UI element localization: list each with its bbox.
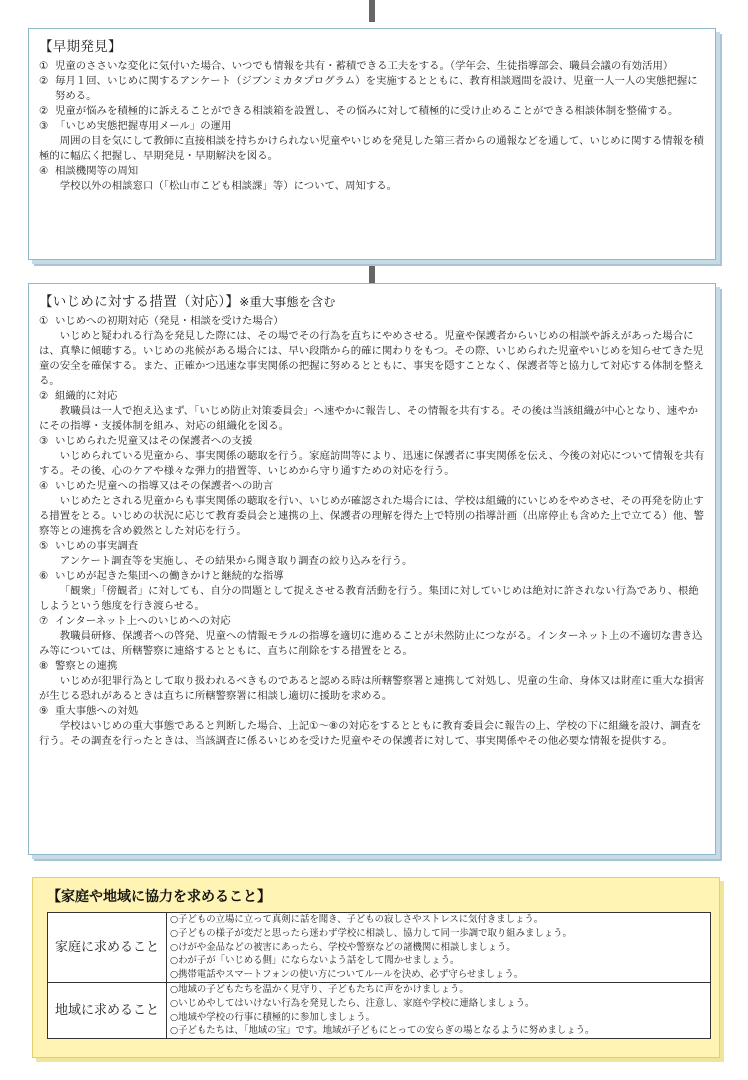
item-number: ② <box>39 105 49 117</box>
measures-title-row <box>39 290 705 310</box>
item-heading: いじめへの初期対応（発見・相談を受けた場合） <box>55 315 284 327</box>
item-number: ⑧ <box>39 660 49 672</box>
item-heading: 「いじめ実態把握専用メール」の運用 <box>55 120 232 132</box>
list-item: ○子どもの様子が変だと思ったら迷わず学校に相談し、協力して同一歩調で取り組みましょう。 <box>170 927 572 939</box>
item-heading: 児童が悩みを積極的に訴えることができる相談箱を設置し、その悩みに対して積極的に受け止めることができる相談体制を整備する。 <box>55 105 679 117</box>
item-body: いじめが犯罪行為として取り扱われるべきものであると認める時は所轄警察署と連携して対処し、児童の生命、身体又は財産に重大な損害が生じる恐れがあるときは直ちに所轄警察署に相談し適切に援助を求める。 <box>39 675 705 702</box>
item-body: アンケート調査等を実施し、その結果から聞き取り調査の絞り込みを行う。 <box>59 555 413 567</box>
list-item: ○携帯電話やスマートフォンの使い方についてルールを決め、必ず守らせましょう。 <box>170 969 524 981</box>
measure-item <box>39 479 705 539</box>
list-item: ○地域や学校の行事に積極的に参加しましょう。 <box>170 1011 376 1023</box>
item-number: ③ <box>39 120 49 132</box>
item-body: 教職員は一人で抱え込まず、「いじめ防止対策委員会」へ速やかに報告し、その情報を共有する。その後は当該組織が中心となり、速やかにその指導・支援体制を組み、対応の組織化を図る。 <box>39 405 698 432</box>
item-heading: 重大事態への対処 <box>55 705 139 717</box>
early-detection-panel <box>28 28 716 260</box>
early-item <box>39 119 705 164</box>
row-heading: 地域に求めること <box>48 982 167 1038</box>
item-body: いじめられている児童から、事実関係の聴取を行う。家庭訪問等により、迅速に保護者に事実関係を伝え、今後の対応について情報を共有する。その後、心のケアや様々な弾力的措置等、いじめから守り通すための対応を行う。 <box>39 450 705 477</box>
measure-item <box>39 434 705 479</box>
item-body: 「観衆」「傍観者」に対しても、自分の問題として捉えさせる教育活動を行う。集団に対していじめは絶対に許されない行為であり、根絶しようという態度を行き渡らせる。 <box>39 585 699 612</box>
table-row <box>48 913 711 983</box>
table-row <box>48 982 711 1038</box>
item-number: ③ <box>39 435 49 447</box>
item-heading: 相談機関等の周知 <box>55 165 139 177</box>
item-heading: いじめられた児童又はその保護者への支援 <box>55 435 253 447</box>
item-body: 周囲の目を気にして教師に直接相談を持ちかけられない児童やいじめを発見した第三者からの通報などを通して、いじめに関する情報を積極的に幅広く把握し、早期発見・早期解決を図る。 <box>39 135 704 162</box>
measure-item <box>39 569 705 614</box>
measure-item <box>39 389 705 434</box>
measures-title: 【いじめに対する措置（対応）】 <box>39 294 240 310</box>
item-number: ② <box>39 75 49 87</box>
measure-item <box>39 659 705 704</box>
measure-item <box>39 704 705 749</box>
item-body: 教職員研修、保護者への啓発、児童への情報モラルの指導を適切に進めることが未然防止につながる。インターネット上の不適切な書き込み等については、所轄警察に連絡するとともに、直ちに削除をする措置をとる。 <box>39 630 703 657</box>
item-number: ① <box>39 60 49 72</box>
measure-item <box>39 539 705 569</box>
family-community-table <box>47 912 711 1039</box>
item-number: ⑤ <box>39 540 49 552</box>
item-body: 学校以外の相談窓口（「松山市こども相談課」等）について、周知する。 <box>59 180 398 192</box>
middle-connector <box>369 263 375 283</box>
item-number: ⑨ <box>39 705 49 717</box>
item-heading: いじめの事実調査 <box>55 540 139 552</box>
item-heading: 児童のささいな変化に気付いた場合、いつでも情報を共有・蓄積できる工夫をする。（学年会、生徒指導部会、職員会議の有効活用） <box>55 60 674 72</box>
measures-panel <box>28 283 716 855</box>
list-item: ○子どもの立場に立って真剣に話を聞き、子どもの寂しさやストレスに気付きましょう。 <box>170 914 544 925</box>
item-number: ① <box>39 315 49 327</box>
item-heading: 警察との連携 <box>55 660 118 672</box>
early-item <box>39 104 705 119</box>
measures-subtitle: ※重大事態を含む <box>239 295 336 309</box>
measure-item <box>39 614 705 659</box>
item-number: ② <box>39 390 49 402</box>
early-item <box>39 59 705 74</box>
list-item: ○子どもたちは、「地域の宝」です。地域が子どもにとっての安らぎの場となるように努めましょう。 <box>170 1025 595 1037</box>
item-body: 学校はいじめの重大事態であると判断した場合、上記①～⑧の対応をするとともに教育委員会に報告の上、学校の下に組織を設け、調査を行う。その調査を行ったときは、当該調査に係るいじめを受けた児童やその保護者に対して、事実関係やその他必要な情報を提供する。 <box>39 720 702 747</box>
item-heading: いじめた児童への指導又はその保護者への助言 <box>55 480 274 492</box>
measures-list <box>39 314 705 749</box>
list-item: ○わが子が「いじめる側」にならないよう話をして聞かせましょう。 <box>170 955 460 967</box>
item-number: ⑥ <box>39 570 49 582</box>
list-item: ○けがや金品などの被害にあったら、学校や警察などの諸機関に相談しましょう。 <box>170 941 516 953</box>
early-detection-list <box>39 59 705 194</box>
item-number: ④ <box>39 165 49 177</box>
item-number: ④ <box>39 480 49 492</box>
measure-item <box>39 314 705 389</box>
item-body: いじめたとされる児童からも事実関係の聴取を行い、いじめが確認された場合には、学校は組織的にいじめをやめさせ、その再発を防止する措置をとる。いじめの状況に応じて教育委員会と連携の上、保護者の理解を得た上で特別の指導計画（出席停止も含めた上で立てる）他、警察等との連携を含め毅然とした対応を行う。 <box>39 495 704 537</box>
early-item <box>39 74 705 104</box>
item-body: いじめと疑われる行為を発見した際には、その場でその行為を直ちにやめさせる。児童や保護者からいじめの相談や訴えがあった場合には、真摯に傾聴する。いじめの兆候がある場合には、早い段階から的確に関わりをもつ。その際、いじめられた児童やいじめを知らせてきた児童の安全を確保する。また、正確かつ迅速な事実関係の把握に努めるとともに、事実を隠すことなく、保護者等と協力して対応する体制を整える。 <box>39 330 704 387</box>
family-community-title: 【家庭や地域に協力を求めること】 <box>47 889 271 905</box>
row-items <box>167 913 711 983</box>
top-connector <box>369 0 375 22</box>
item-heading: 毎月１回、いじめに関するアンケート（ジブンミカタプログラム）を実施するとともに、教育相談週間を設け、児童一人一人の実態把握に努める。 <box>55 75 698 102</box>
list-item: ○いじめやしてはいけない行為を発見したら、注意し、家庭や学校に連絡しましょう。 <box>170 997 535 1009</box>
item-number: ⑦ <box>39 615 49 627</box>
family-community-section <box>32 877 720 1058</box>
item-heading: 組織的に対応 <box>55 390 118 402</box>
list-item: ○地域の子どもたちを温かく見守り、子どもたちに声をかけましょう。 <box>170 983 469 995</box>
early-item <box>39 164 705 194</box>
row-items <box>167 982 711 1038</box>
item-heading: いじめが起きた集団への働きかけと継続的な指導 <box>55 570 284 582</box>
item-heading: インターネット上へのいじめへの対応 <box>55 615 231 627</box>
row-heading: 家庭に求めること <box>48 913 167 983</box>
early-detection-title: 【早期発見】 <box>39 39 122 55</box>
